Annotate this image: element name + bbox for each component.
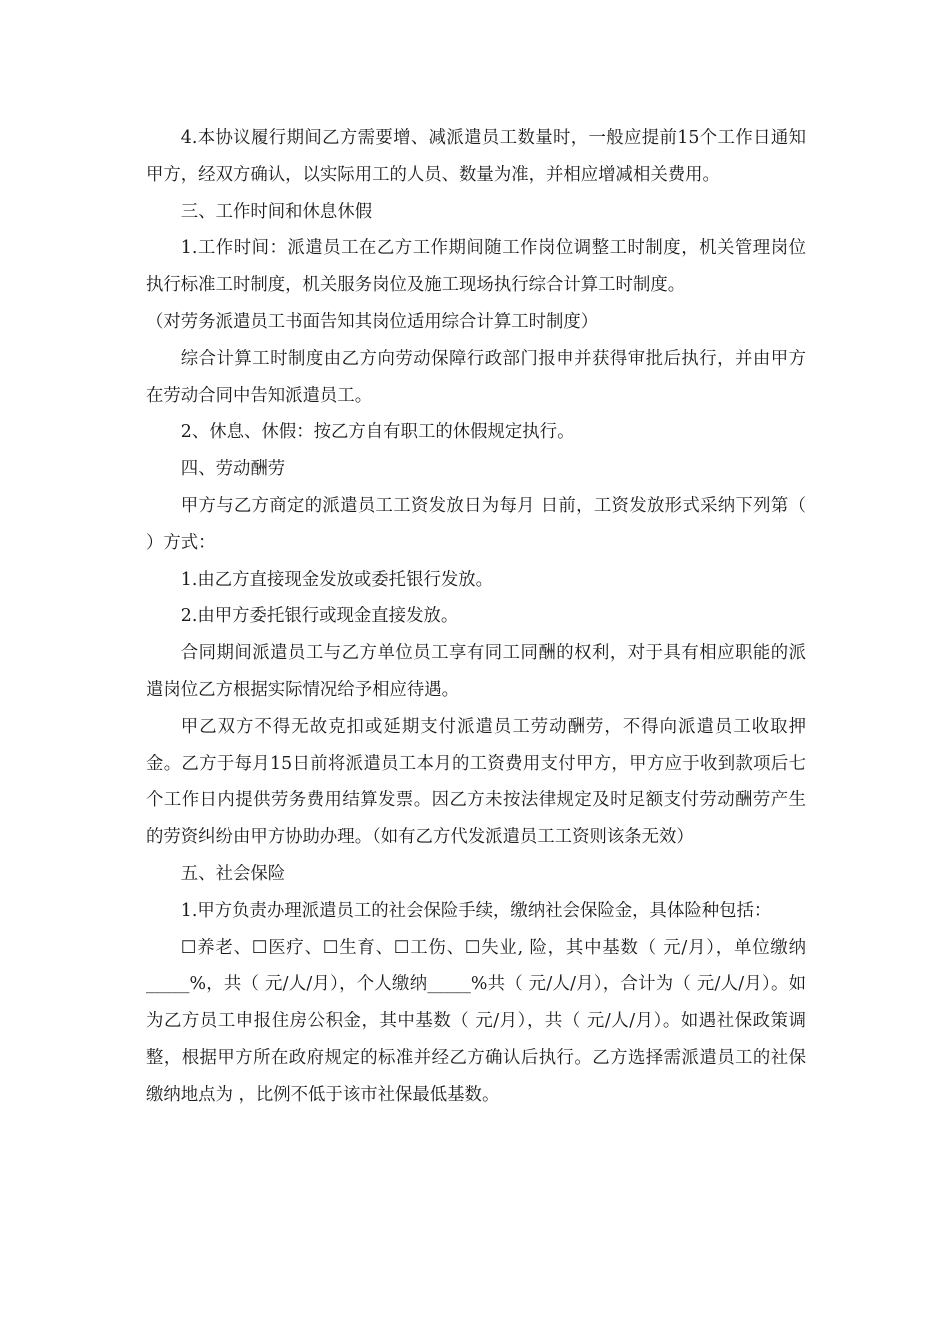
paragraph-rest-leave: 2、休息、休假：按乙方自有职工的休假规定执行。: [180, 422, 575, 443]
document-page: [146, 120, 806, 1114]
paragraph-working-time: 1.工作时间：派遣员工在乙方工作期间随工作岗位调整工时制度，机关管理岗位执行标准工时制度，机关服务岗位及施工现场执行综合计算工时制度。: [146, 238, 806, 296]
heading-work-hours: 三、工作时间和休息休假: [180, 201, 373, 222]
paragraph-comprehensive-hours: 综合计算工时制度由乙方向劳动保障行政部门报申并获得审批后执行，并由甲方在劳动合同中告知派遣员工。: [146, 348, 806, 406]
heading-remuneration: 四、劳动酬劳: [180, 459, 286, 480]
paragraph-pay-option-1: 1.由乙方直接现金发放或委托银行发放。: [180, 569, 494, 590]
paragraph-headcount-change: 4.本协议履行期间乙方需要增、减派遣员工数量时，一般应提前15个工作日通知甲方，经双方确认，以实际用工的人员、数量为准，并相应增减相关费用。: [146, 128, 806, 185]
paragraph-equal-pay: 合同期间派遣员工与乙方单位员工享有同工同酬的权利，对于具有相应职能的派遣岗位乙方根据实际情况给予相应待遇。: [146, 643, 806, 700]
heading-social-insurance: 五、社会保险: [180, 863, 286, 884]
paragraph-working-time-note: （对劳务派遣员工书面告知其岗位适用综合计算工时制度）: [146, 311, 599, 332]
paragraph-insurance-procedures: 1.甲方负责办理派遣员工的社会保险手续，缴纳社会保险金，具体险种包括：: [180, 900, 772, 921]
paragraph-payment-obligations: 甲乙双方不得无故克扣或延期支付派遣员工劳动酬劳，不得向派遣员工收取押金。乙方于每月15日前将派遣员工本月的工资费用支付甲方，甲方应于收到款项后七个工作日内提供劳务费用结算发票。因乙方未按法律规定及时足额支付劳动酬劳产生的劳资纠纷由甲方协助办理。（如有乙方代发派遣员工工资则该条无效）: [146, 716, 806, 848]
paragraph-pay-option-2: 2.由甲方委托银行或现金直接发放。: [180, 606, 459, 627]
paragraph-payday: 甲方与乙方商定的派遣员工工资发放日为每月 日前，工资发放形式采纳下列第（ ）方式：: [146, 495, 806, 553]
paragraph-insurance-details: ☐养老、☐医疗、☐生育、☐工伤、☐失业, 险，其中基数（ 元/月），单位缴纳_____%，共（ 元/人/月），个人缴纳_____%共（ 元/人/月），合计为（ 元/人/月）。如为乙方员工申报住房公积金，其中基数（ 元/月），共（ 元/人/月）。如遇社保政策调整，根据甲方所在政府规定的标准并经乙方确认后执行。乙方选择需派遣员工的社保缴纳地点为 ，比例不低于该市社保最低基数。: [146, 937, 806, 1105]
